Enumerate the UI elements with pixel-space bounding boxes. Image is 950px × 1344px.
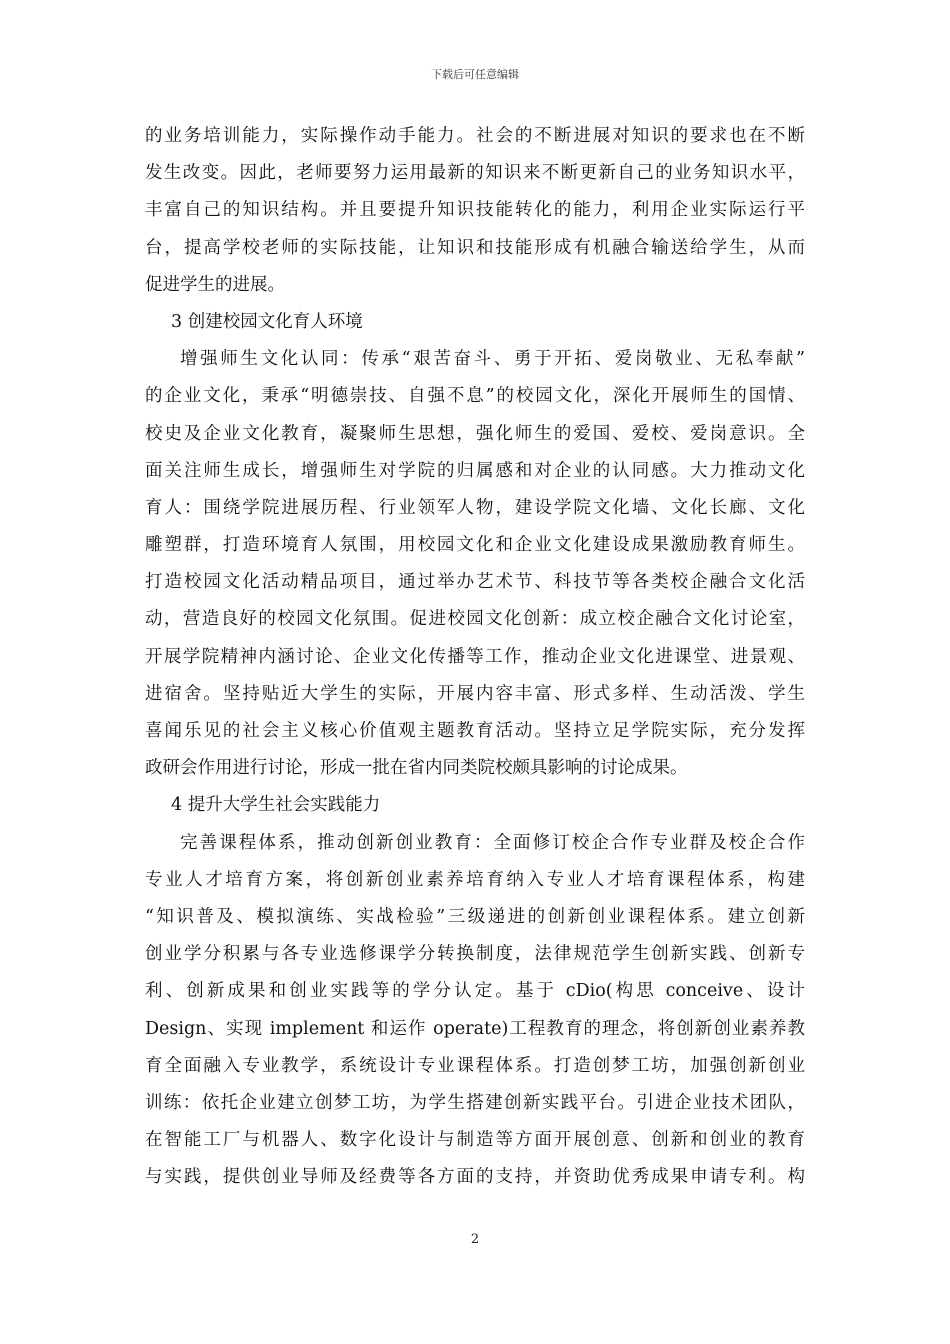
body-line: 创业学分积累与各专业选修课学分转换制度，法律规范学生创新实践、创新专 [145,944,805,965]
section-heading: 3 创建校园文化育人环境 [171,311,363,332]
body-line: 在智能工厂与机器人、数字化设计与制造等方面开展创意、创新和创业的教育 [145,1130,805,1151]
body-line: 促进学生的进展。 [145,274,285,295]
body-line: 台，提高学校老师的实际技能，让知识和技能形成有机融合输送给学生，从而 [145,237,805,258]
body-line: “知识普及、模拟演练、实战检验”三级递进的创新创业课程体系。建立创新 [145,906,805,927]
body-line: 专业人才培育方案，将创新创业素养培育纳入专业人才培育课程体系，构建 [145,869,805,890]
body-line: 政研会作用进行讨论，形成一批在省内同类院校颇具影响的讨论成果。 [145,758,688,779]
body-line: 面关注师生成长，增强师生对学院的归属感和对企业的认同感。大力推动文化 [145,460,805,481]
body-line: 的业务培训能力，实际操作动手能力。社会的不断进展对知识的要求也在不断 [145,126,805,146]
body-line: 育全面融入专业教学，系统设计专业课程体系。打造创梦工坊，加强创新创业 [145,1055,805,1076]
body-line: 与实践，提供创业导师及经费等各方面的支持，并资助优秀成果申请专利。构 [145,1167,805,1188]
document-body [145,118,805,1196]
body-line: 动，营造良好的校园文化氛围。促进校园文化创新：成立校企融合文化讨论室， [145,609,805,630]
body-line: 打造校园文化活动精品项目，通过举办艺术节、科技节等各类校企融合文化活 [145,572,805,593]
body-line: 增强师生文化认同：传承“艰苦奋斗、勇于开拓、爱岗敬业、无私奉献” [180,349,805,370]
body-line: 开展学院精神内涵讨论、企业文化传播等工作，推动企业文化进课堂、进景观、 [145,646,805,667]
body-line: 训练：依托企业建立创梦工坊，为学生搭建创新实践平台。引进企业技术团队， [145,1092,805,1113]
body-line: 完善课程体系，推动创新创业教育：全面修订校企合作专业群及校企合作 [180,832,805,853]
body-line: Design、实现 implement 和运作 operate)工程教育的理念，将创新创业素养教 [145,1018,805,1039]
body-line: 育人：围绕学院进展历程、行业领军人物，建设学院文化墙、文化长廊、文化 [145,497,805,518]
section-heading: 4 提升大学生社会实践能力 [171,795,381,816]
page-number: 2 [470,1232,480,1247]
body-line: 的企业文化，秉承“明德崇技、自强不息”的校园文化，深化开展师生的国情、 [145,386,805,407]
body-line: 喜闻乐见的社会主义核心价值观主题教育活动。坚持立足学院实际，充分发挥 [145,721,805,741]
body-line: 雕塑群，打造环境育人氛围，用校园文化和企业文化建设成果激励教育师生。 [145,535,805,556]
body-line: 发生改变。因此，老师要努力运用最新的知识来不断更新自己的业务知识水平， [145,163,805,184]
body-line: 进宿舍。坚持贴近大学生的实际，开展内容丰富、形式多样、生动活泼、学生 [145,683,805,704]
page-header: 下载后可任意编辑 [431,68,519,81]
body-line: 校史及企业文化教育，凝聚师生思想，强化师生的爱国、爱校、爱岗意识。全 [145,423,805,444]
body-line: 利、创新成果和创业实践等的学分认定。基于 cDio(构思 conceive、设计 [145,981,805,1002]
body-line: 丰富自己的知识结构。并且要提升知识技能转化的能力，利用企业实际运行平 [145,200,805,221]
